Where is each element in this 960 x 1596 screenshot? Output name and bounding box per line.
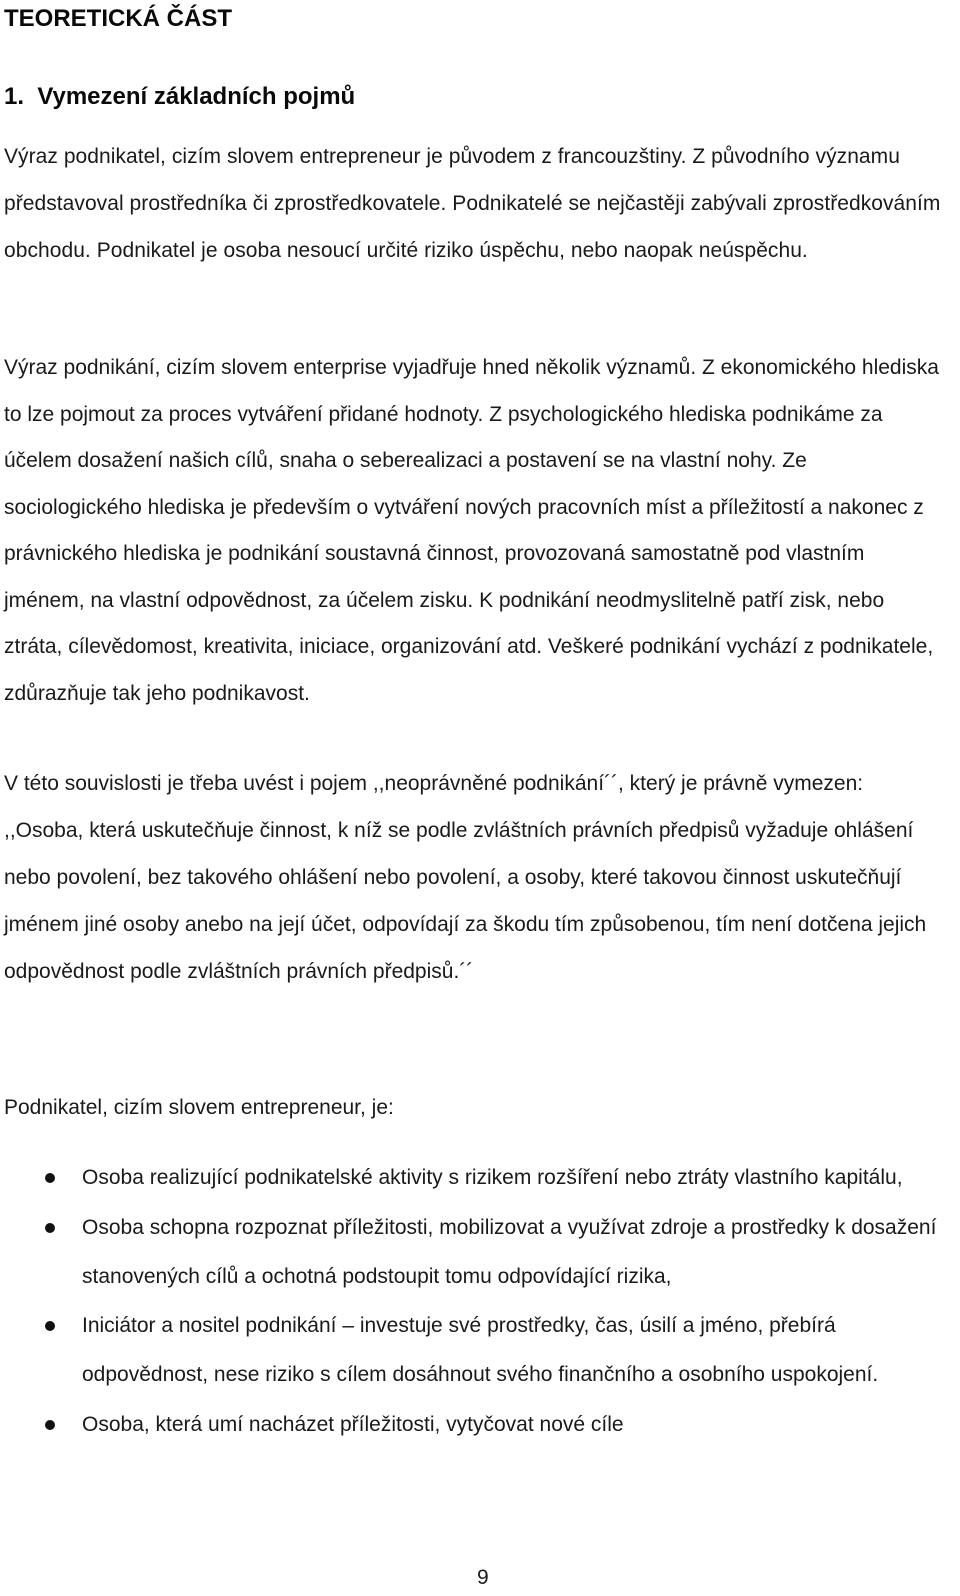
main-heading: TEORETICKÁ ČÁST (4, 5, 232, 32)
page-number: 9 (477, 1566, 489, 1589)
paragraph-unauthorized-business: V této souvislosti je třeba uvést i pojem ,,neoprávněné podnikání´´, který je právně vymezen: ,,Osoba, která uskutečňuje činnost, k níž se podle zvláštních právních předpisů vyžaduje ohlášení nebo povolení, bez takového ohlášení nebo povolení, a osoby, které takovou činnost uskutečňují jménem jiné osoby anebo na její účet, odpovídají za škodu tím způsobenou, tím není dotčena jejich odpovědnost podle zvláštních právních předpisů.´´ (4, 772, 927, 983)
bullet-icon (45, 1321, 55, 1331)
list-item (4, 1153, 950, 1202)
bullet-icon (45, 1223, 55, 1233)
paragraph-entrepreneur-intro: Podnikatel, cizím slovem entrepreneur, je: (4, 1096, 394, 1119)
paragraph-entrepreneur-definition: Výraz podnikatel, cizím slovem entrepreneur je původem z francouzštiny. Z původního významu představoval prostředníka či zprostředkovatele. Podnikatelé se nejčastěji zabývali zprostředkováním obchodu. Podnikatel je osoba nesoucí určité riziko úspěchu, nebo naopak neúspěchu. (4, 145, 941, 262)
list-item-text: Iniciátor a nositel podnikání – investuje své prostředky, čas, úsilí a jméno, přebírá odpovědnost, nese riziko s cílem dosáhnout svého finančního a osobního uspokojení. (82, 1314, 879, 1386)
list-item-text: Osoba realizující podnikatelské aktivity s rizikem rozšíření nebo ztráty vlastního kapitálu, (82, 1166, 903, 1189)
list-item-text: Osoba, která umí nacházet příležitosti, vytyčovat nové cíle (82, 1413, 624, 1436)
bullet-icon (45, 1420, 55, 1430)
list-item-text: Osoba schopna rozpoznat příležitosti, mobilizovat a využívat zdroje a prostředky k dosažení stanovených cílů a ochotná podstoupit tomu odpovídající rizika, (82, 1216, 937, 1288)
list-item (4, 1400, 950, 1449)
section-heading: 1. Vymezení základních pojmů (4, 83, 356, 110)
list-item (4, 1203, 950, 1301)
entrepreneur-characteristics-list (4, 1153, 950, 1449)
paragraph-enterprise-meanings: Výraz podnikání, cizím slovem enterprise vyjadřuje hned několik významů. Z ekonomického hlediska to lze pojmout za proces vytváření přidané hodnoty. Z psychologického hlediska podnikáme za účelem dosažení našich cílů, snaha o seberealizaci a postavení se na vlastní nohy. Ze sociologického hlediska je především o vytváření nových pracovních míst a příležitostí a nakonec z právnického hlediska je podnikání soustavná činnost, provozovaná samostatně pod vlastním jménem, na vlastní odpovědnost, za účelem zisku. K podnikání neodmyslitelně patří zisk, nebo ztráta, cílevědomost, kreativita, iniciace, organizování atd. Veškeré podnikání vychází z podnikatele, zdůrazňuje tak jeho podnikavost. (4, 356, 939, 705)
list-item (4, 1301, 950, 1399)
bullet-icon (45, 1173, 55, 1183)
